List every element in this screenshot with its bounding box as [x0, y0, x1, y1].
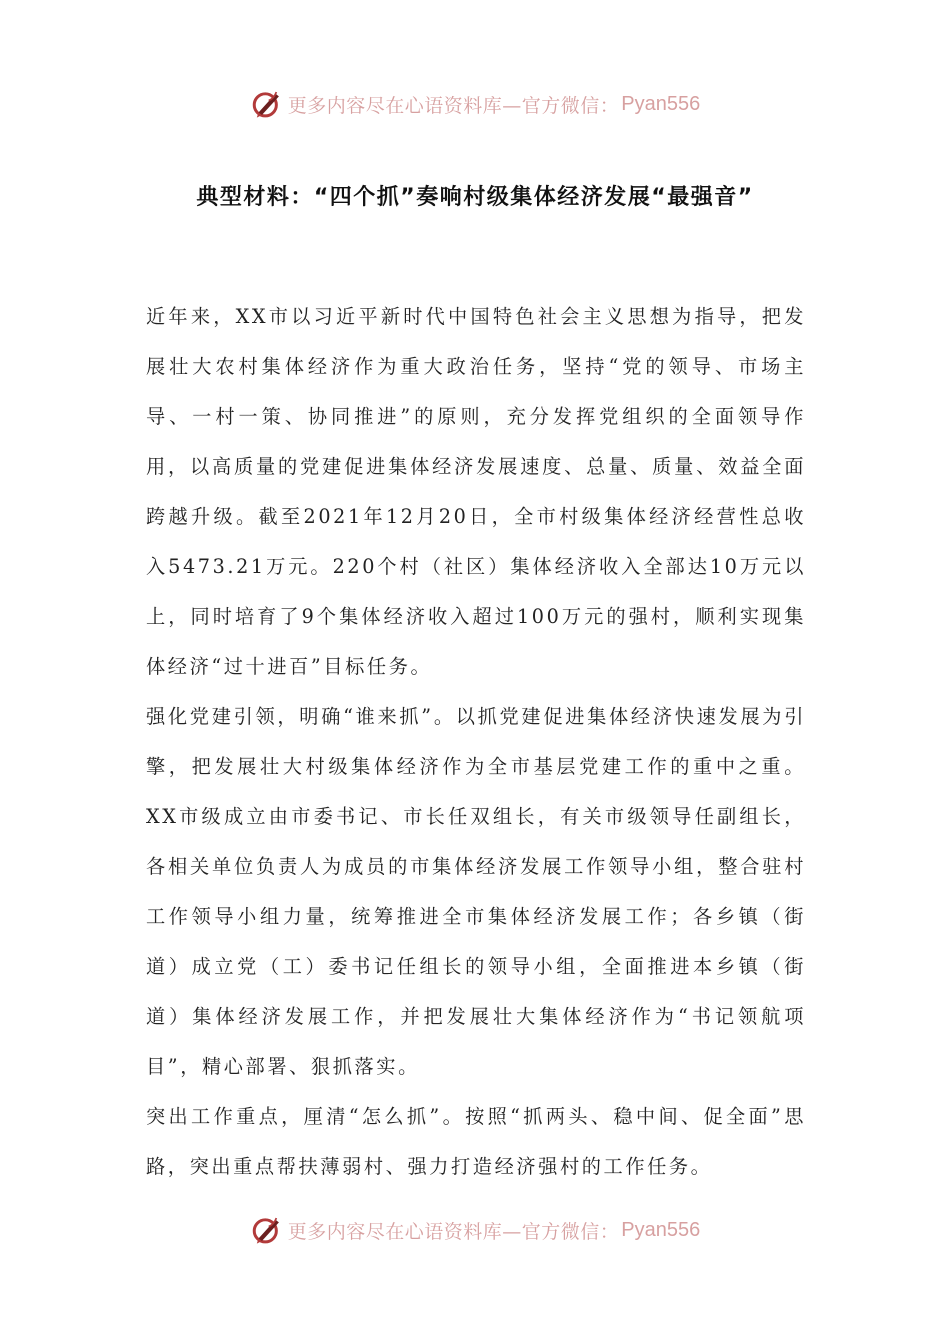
watermark-text: 更多内容尽在心语资料库—官方微信： — [287, 94, 620, 117]
paragraph-who-leads: 强化党建引领，明确“谁来抓”。以抓党建促进集体经济快速发展为引擎，把发展壮大村级集体经济作为全市基层党建工作的重中之重。XX市级成立由市委书记、市长任双组长，有关市级领导任副组长，各相关单位负责人为成员的市集体经济发展工作领导小组，整合驻村工作领导小组力量，统筹推进全市集体经济发展工作；各乡镇（街道）成立党（工）委书记任组长的领导小组，全面推进本乡镇（街道）集体经济发展工作，并把发展壮大集体经济作为“书记领航项目”，精心部署、狠抓落实。 — [146, 705, 806, 1078]
pen-logo-icon — [250, 87, 284, 121]
watermark-text: 更多内容尽在心语资料库—官方微信： — [287, 1220, 620, 1243]
watermark-wechat-id: Pyan556 — [621, 92, 701, 115]
watermark-wechat-id: Pyan556 — [621, 1218, 701, 1241]
document-title: 典型材料：“四个抓”奏响村级集体经济发展“最强音” — [196, 185, 754, 210]
watermark-header — [0, 84, 950, 124]
pen-logo-icon — [250, 1213, 284, 1247]
document-body — [146, 292, 806, 1192]
watermark-footer — [0, 1210, 950, 1250]
paragraph-intro: 近年来，XX市以习近平新时代中国特色社会主义思想为指导，把发展壮大农村集体经济作为重大政治任务，坚持“党的领导、市场主导、一村一策、协同推进”的原则，充分发挥党组织的全面领导作用，以高质量的党建促进集体经济发展速度、总量、质量、效益全面跨越升级。截至2021年12月20日，全市村级集体经济经营性总收入5473.21万元。220个村（社区）集体经济收入全部达10万元以上，同时培育了9个集体经济收入超过100万元的强村，顺利实现集体经济“过十进百”目标任务。 — [146, 305, 806, 678]
paragraph-how-to: 突出工作重点，厘清“怎么抓”。按照“抓两头、稳中间、促全面”思路，突出重点帮扶薄弱村、强力打造经济强村的工作任务。 — [146, 1105, 806, 1178]
